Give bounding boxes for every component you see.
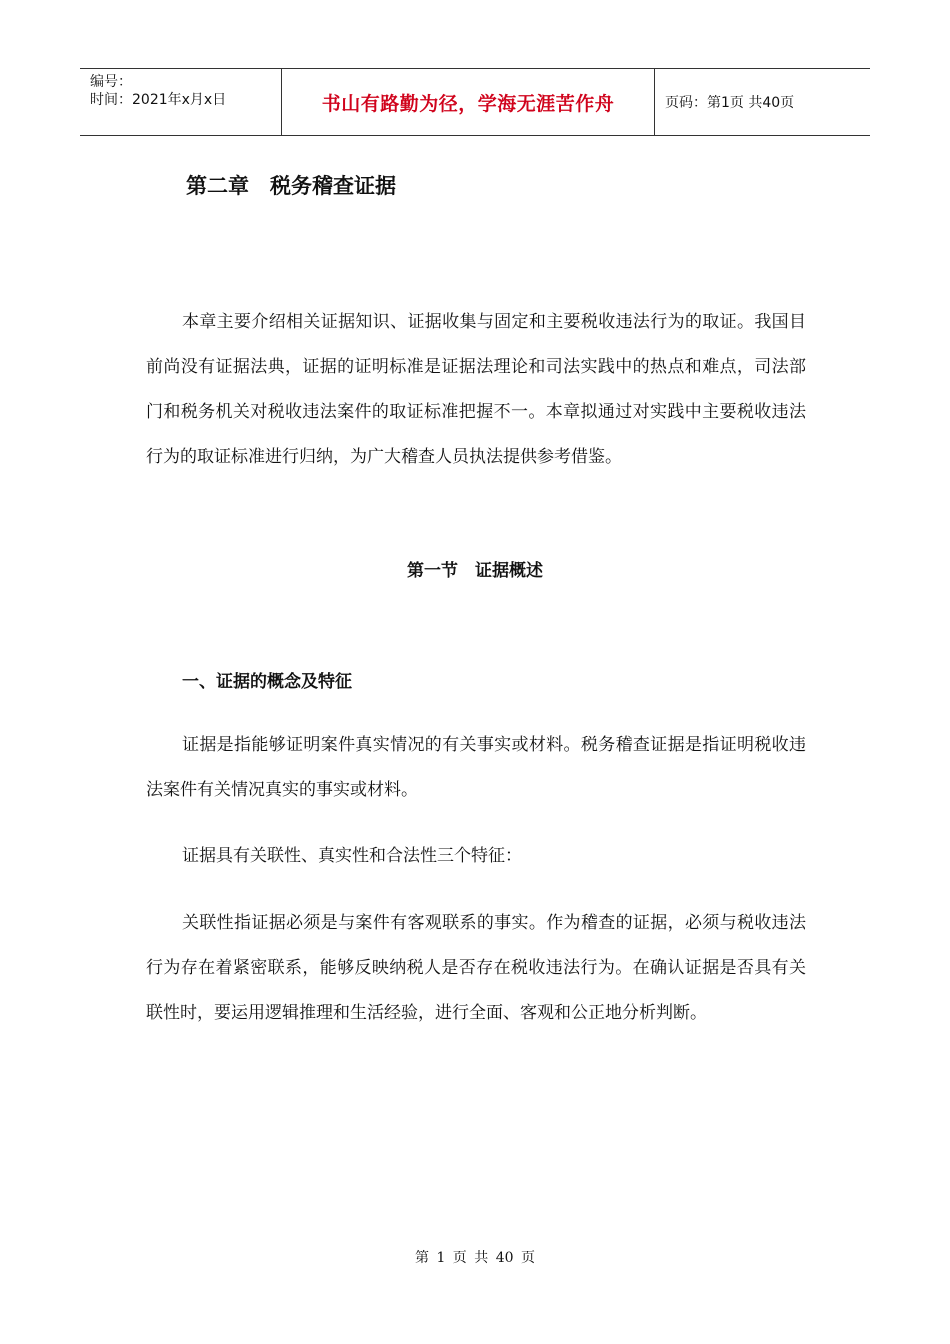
chapter-title: 第二章 税务稽查证据 [186, 174, 396, 198]
document-number-label: 编号： [90, 74, 132, 90]
document-date-label: 时间：2021年x月x日 [90, 92, 227, 108]
document-header [80, 68, 870, 136]
header-motto: 书山有路勤为径，学海无涯苦作舟 [321, 92, 615, 115]
header-page-info: 页码：第1页 共40页 [665, 95, 795, 111]
header-motto-cell [281, 69, 655, 135]
section-title: 第一节 证据概述 [407, 561, 543, 581]
intro-paragraph: 本章主要介绍相关证据知识、证据收集与固定和主要税收违法行为的取证。我国目前尚没有证据法典，证据的证明标准是证据法理论和司法实践中的热点和难点，司法部门和税务机关对税收违法案件的取证标准把握不一。本章拟通过对实践中主要税收违法行为的取证标准进行归纳，为广大稽查人员执法提供参考借鉴。 [146, 312, 806, 467]
page-footer: 第 1 页 共 40 页 [415, 1250, 535, 1266]
subsection-title: 一、证据的概念及特征 [182, 672, 352, 692]
body-paragraph-relevance: 关联性指证据必须是与案件有客观联系的事实。作为稽查的证据，必须与税收违法行为存在着紧密联系，能够反映纳税人是否存在税收违法行为。在确认证据是否具有关联性时，要运用逻辑推理和生活经验，进行全面、客观和公正地分析判断。 [146, 913, 806, 1023]
header-meta-cell [80, 69, 281, 135]
body-paragraph-features: 证据具有关联性、真实性和合法性三个特征： [182, 846, 522, 866]
body-paragraph-definition: 证据是指能够证明案件真实情况的有关事实或材料。税务稽查证据是指证明税收违法案件有关情况真实的事实或材料。 [146, 735, 806, 800]
header-page-cell [655, 69, 870, 135]
